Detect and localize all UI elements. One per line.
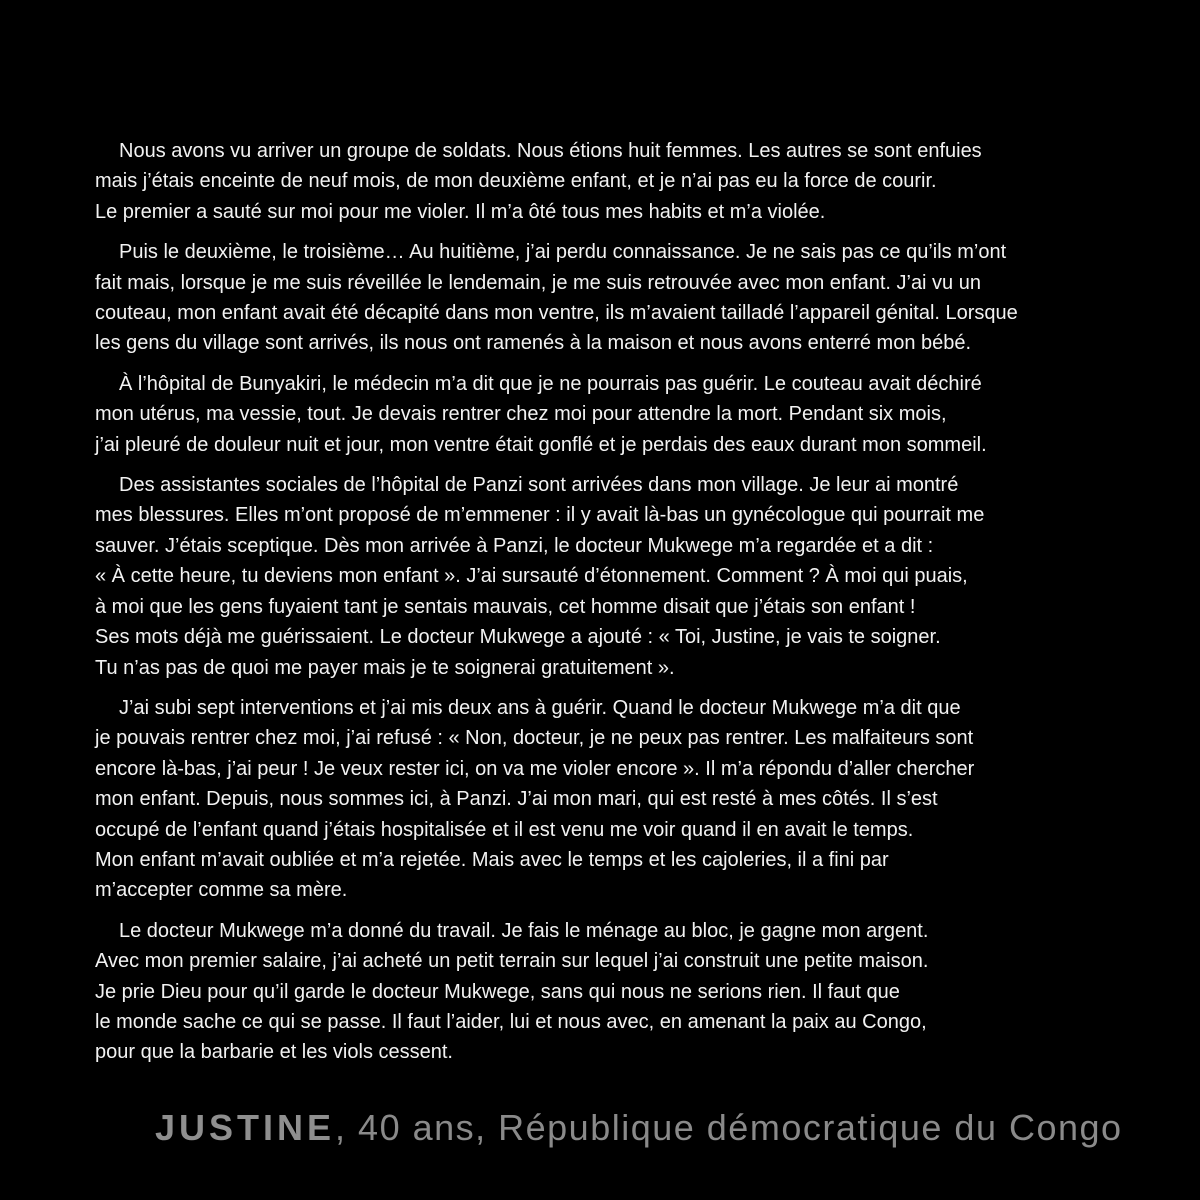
text-line: À l’hôpital de Bunyakiri, le médecin m’a dit que je ne pourrais pas guérir. Le couteau avait déchiré bbox=[119, 372, 982, 395]
text-line: « À cette heure, tu deviens mon enfant ». J’ai sursauté d’étonnement. Comment ? À moi qui puais, bbox=[95, 565, 968, 588]
text-line: les gens du village sont arrivés, ils nous ont ramenés à la maison et nous avons enterré mon bébé. bbox=[95, 332, 972, 355]
text-line: Avec mon premier salaire, j’ai acheté un petit terrain sur lequel j’ai construit une petite maison. bbox=[95, 950, 929, 973]
text-line: mon enfant. Depuis, nous sommes ici, à Panzi. J’ai mon mari, qui est resté à mes côtés. Il s’est bbox=[95, 788, 938, 811]
text-line: occupé de l’enfant quand j’étais hospitalisée et il est venu me voir quand il en avait le temps. bbox=[95, 818, 914, 841]
text-line: j’ai pleuré de douleur nuit et jour, mon ventre était gonflé et je perdais des eaux durant mon sommeil. bbox=[95, 433, 987, 456]
text-line: Le premier a sauté sur moi pour me violer. Il m’a ôté tous mes habits et m’a violée. bbox=[95, 200, 826, 223]
text-line: encore là-bas, j’ai peur ! Je veux rester ici, on va me violer encore ». Il m’a répondu d’aller chercher bbox=[95, 757, 975, 780]
text-line: sauver. J’étais sceptique. Dès mon arrivée à Panzi, le docteur Mukwege m’a regardée et a dit : bbox=[95, 534, 934, 557]
text-line: Tu n’as pas de quoi me payer mais je te soignerai gratuitement ». bbox=[95, 656, 675, 679]
text-line: Le docteur Mukwege m’a donné du travail. Je fais le ménage au bloc, je gagne mon argent. bbox=[119, 919, 929, 942]
paragraph-1 bbox=[95, 136, 1125, 227]
paragraph-4 bbox=[95, 470, 1125, 683]
signature bbox=[155, 1104, 1155, 1152]
text-line: Des assistantes sociales de l’hôpital de Panzi sont arrivées dans mon village. Je leur ai montré bbox=[119, 474, 959, 497]
text-line: Mon enfant m’avait oubliée et m’a rejetée. Mais avec le temps et les cajoleries, il a fini par bbox=[95, 848, 889, 871]
paragraph-6 bbox=[95, 916, 1125, 1068]
text-line: mes blessures. Elles m’ont proposé de m’emmener : il y avait là-bas un gynécologue qui pourrait me bbox=[95, 504, 985, 527]
testimony-text bbox=[95, 136, 1125, 1078]
signature-details: , 40 ans, République démocratique du Congo bbox=[335, 1107, 1123, 1148]
signature-name: JUSTINE bbox=[155, 1107, 336, 1148]
text-line: le monde sache ce qui se passe. Il faut l’aider, lui et nous avec, en amenant la paix au Congo, bbox=[95, 1010, 927, 1033]
paragraph-5 bbox=[95, 693, 1125, 906]
text-line: mon utérus, ma vessie, tout. Je devais rentrer chez moi pour attendre la mort. Pendant six mois, bbox=[95, 403, 947, 426]
text-line: couteau, mon enfant avait été décapité dans mon ventre, ils m’avaient tailladé l’appareil génital. Lorsque bbox=[95, 302, 1018, 325]
text-line: Je prie Dieu pour qu’il garde le docteur Mukwege, sans qui nous ne serions rien. Il faut que bbox=[95, 980, 900, 1003]
text-line: Nous avons vu arriver un groupe de soldats. Nous étions huit femmes. Les autres se sont enfuies bbox=[119, 140, 982, 162]
text-line: Ses mots déjà me guérissaient. Le docteur Mukwege a ajouté : « Toi, Justine, je vais te soigner. bbox=[95, 626, 941, 649]
paragraph-3 bbox=[95, 369, 1125, 460]
text-line: pour que la barbarie et les viols cessent. bbox=[95, 1041, 453, 1064]
paragraph-2 bbox=[95, 237, 1125, 359]
text-line: mais j’étais enceinte de neuf mois, de mon deuxième enfant, et je n’ai pas eu la force de courir. bbox=[95, 170, 937, 193]
text-line: fait mais, lorsque je me suis réveillée le lendemain, je me suis retrouvée avec mon enfant. J’ai vu un bbox=[95, 271, 981, 294]
text-line: à moi que les gens fuyaient tant je sentais mauvais, cet homme disait que j’étais son enfant ! bbox=[95, 595, 916, 618]
text-line: Puis le deuxième, le troisième… Au huitième, j’ai perdu connaissance. Je ne sais pas ce qu’ils m’ont bbox=[119, 241, 1007, 264]
text-line: m’accepter comme sa mère. bbox=[95, 879, 348, 902]
text-line: je pouvais rentrer chez moi, j’ai refusé : « Non, docteur, je ne peux pas rentrer. Les malfaiteurs sont bbox=[95, 727, 974, 750]
text-line: J’ai subi sept interventions et j’ai mis deux ans à guérir. Quand le docteur Mukwege m’a dit que bbox=[119, 696, 961, 719]
